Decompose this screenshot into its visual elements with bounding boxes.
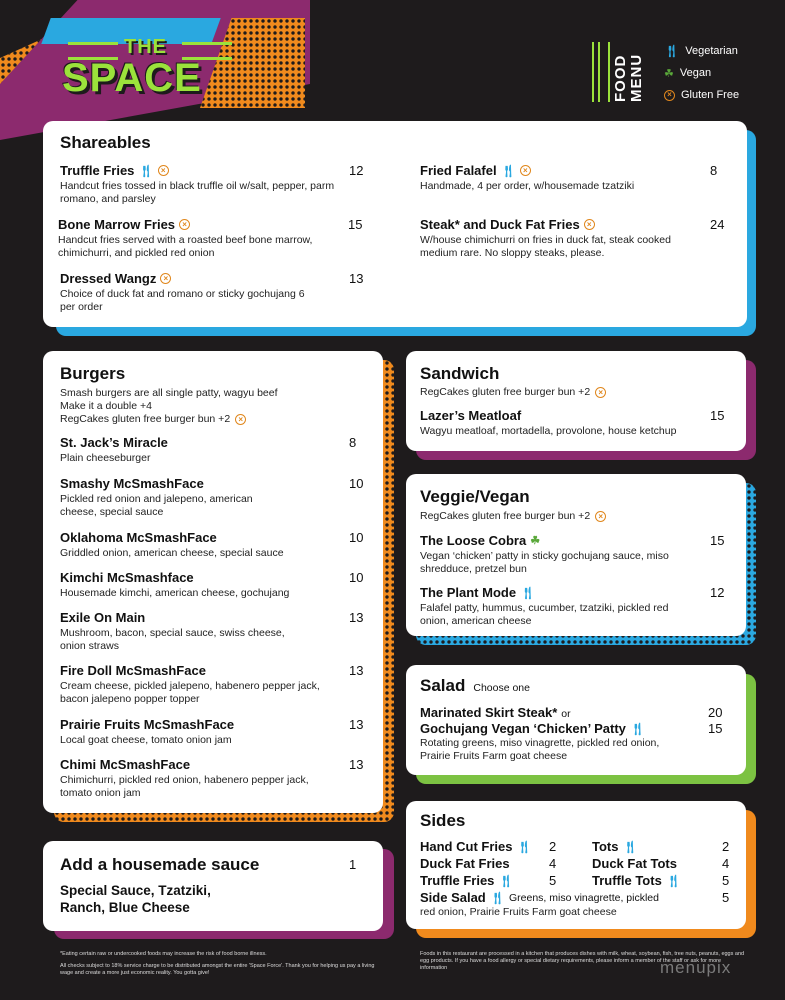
vegetarian-icon: 🍴︎: [138, 163, 154, 178]
sandwich-item-lazers-meatloaf: [420, 408, 710, 438]
price: 13: [349, 271, 364, 286]
vegetarian-icon: 🍴︎: [516, 839, 532, 854]
sandwich-card: [406, 351, 746, 451]
item-name: Hand Cut Fries: [420, 839, 513, 854]
salad-option-chicken: [420, 721, 645, 736]
item-name: Truffle Fries: [420, 873, 495, 888]
salad-header: [420, 676, 530, 696]
price: 15: [348, 217, 363, 232]
shareables-item-steak-duck-fat-fries: [420, 217, 695, 260]
footer-raw-food-warning: *Eating certain raw or undercooked foods may increase the risk of food borne illness.: [60, 951, 267, 957]
item-desc: Pickled red onion and jalepeno, american cheese, special sauce: [60, 493, 253, 518]
price: 10: [349, 476, 364, 491]
item-desc: Mushroom, bacon, special sauce, swiss cheese, onion straws: [60, 627, 285, 652]
burgers-note-gf-bun: [60, 413, 246, 426]
salad-choose: Choose one: [473, 682, 530, 694]
price: 12: [710, 585, 725, 600]
salad-desc: Rotating greens, miso vinagrette, pickled red onion, Prairie Fruits Farm goat cheese: [420, 737, 660, 762]
menupix-watermark: menupix: [660, 958, 732, 977]
item-desc: Greens, miso vinagrette, pickled: [508, 891, 659, 904]
item-name: Gochujang Vegan ‘Chicken’ Patty: [420, 721, 626, 736]
burger-item-fire-doll: [60, 663, 340, 706]
item-desc: Chimichurri, pickled red onion, habenero pepper jack, tomato onion jam: [60, 774, 309, 799]
price: 24: [710, 217, 725, 232]
price: 2: [722, 839, 730, 854]
note-text: RegCakes gluten free burger bun +2: [60, 413, 231, 425]
note-text: RegCakes gluten free burger bun +2: [420, 386, 591, 398]
legend: [664, 40, 739, 106]
sauce-price: 1: [349, 857, 357, 872]
burger-item-st-jacks-miracle: [60, 435, 320, 465]
item-desc: Falafel patty, hummus, cucumber, tzatziki, pickled red onion, american cheese: [420, 602, 669, 627]
gluten-free-icon: ×: [664, 90, 675, 101]
burgers-card: [43, 351, 383, 813]
burger-item-prairie-fruits: [60, 717, 330, 747]
food-menu-bar-mid: [598, 42, 600, 102]
burgers-title: Burgers: [60, 364, 126, 383]
price: 4: [722, 856, 730, 871]
item-desc: Choice of duck fat and romano or sticky gochujang 6 per order: [60, 288, 305, 313]
salad-option-steak: [420, 705, 571, 720]
sides-tots: [592, 839, 638, 854]
legend-gluten-free-label: Gluten Free: [681, 89, 740, 101]
salad-price-steak: 20: [708, 705, 723, 720]
footer-service-charge: All checks subject to 18% service charge to be distributed amongst the entire 'Space Force'. Thank you for helping us pay a living wage and create a more just economic reality. You gotta give!: [60, 963, 375, 976]
legend-gluten-free: [664, 84, 739, 106]
sides-duck-fat-fries: [420, 856, 510, 871]
sides-hand-cut-fries: [420, 839, 532, 854]
price: 15: [710, 408, 725, 423]
note-text: RegCakes gluten free burger bun +2: [420, 510, 591, 522]
burger-item-exile-on-main: [60, 610, 310, 653]
price: 5: [549, 873, 557, 888]
item-name: Oklahoma McSmashFace: [60, 530, 217, 545]
item-name: Fried Falafel: [420, 163, 497, 178]
burger-item-smashy: [60, 476, 285, 519]
logo-space: SPACE: [62, 56, 202, 100]
vegetarian-icon: 🍴︎: [665, 873, 682, 888]
menu-label: MENU: [628, 53, 645, 102]
item-desc: Local goat cheese, tomato onion jam: [60, 734, 232, 746]
price: 5: [722, 890, 730, 905]
item-desc: Handcut fries tossed in black truffle oil w/salt, pepper, parm romano, and parsley: [60, 180, 335, 205]
salad-price-chicken: 15: [708, 721, 723, 736]
vegetarian-icon: 🍴︎: [622, 839, 638, 854]
price: 8: [710, 163, 718, 178]
price: 13: [349, 610, 364, 625]
sides-truffle-tots: [592, 873, 681, 888]
item-name: Exile On Main: [60, 610, 146, 625]
vegetarian-icon: 🍴︎: [489, 890, 505, 905]
item-name: The Loose Cobra: [420, 533, 527, 548]
item-desc: Vegan ‘chicken’ patty in sticky gochujang sauce, miso shredduce, pretzel bun: [420, 550, 669, 575]
food-label: FOOD: [612, 54, 629, 102]
item-name: Prairie Fruits McSmashFace: [60, 717, 235, 732]
shareables-item-bone-marrow-fries: [58, 217, 340, 260]
item-desc: Wagyu meatloaf, mortadella, provolone, house ketchup: [420, 425, 677, 437]
sandwich-title: Sandwich: [420, 364, 500, 383]
logo: [62, 36, 262, 116]
item-name: Bone Marrow Fries: [58, 217, 176, 232]
price: 15: [710, 533, 725, 548]
burger-item-oklahoma: [60, 530, 330, 560]
item-name: Marinated Skirt Steak*: [420, 705, 558, 720]
vegan-leaf-icon: ☘: [664, 67, 674, 80]
item-name: Truffle Fries: [60, 163, 135, 178]
item-name: Dressed Wangz: [60, 271, 157, 286]
item-desc: Handmade, 4 per order, w/housemade tzatziki: [420, 180, 635, 192]
burger-item-chimi: [60, 757, 335, 800]
sides-duck-fat-tots: [592, 856, 677, 871]
burger-item-kimchi: [60, 570, 330, 600]
price: 4: [549, 856, 557, 871]
burgers-note-double: Make it a double +4: [60, 400, 152, 412]
gluten-free-icon: ×: [158, 165, 169, 176]
price: 10: [349, 530, 364, 545]
veggie-item-loose-cobra: [420, 533, 700, 576]
vegetarian-icon: 🍴︎: [629, 721, 646, 736]
sides-truffle-fries: [420, 873, 514, 888]
veggie-title: Veggie/Vegan: [420, 487, 530, 506]
sides-card: [406, 801, 746, 929]
vegan-leaf-icon: ☘: [530, 535, 541, 547]
shareables-item-truffle-fries: [60, 163, 340, 206]
sides-side-salad-desc2: red onion, Prairie Fruits Farm goat cheese: [420, 906, 617, 918]
item-name: Tots: [592, 839, 619, 854]
item-desc: Plain cheeseburger: [60, 452, 151, 464]
item-name: Chimi McSmashFace: [60, 757, 191, 772]
price: 8: [349, 435, 357, 450]
burgers-note-single-patty: Smash burgers are all single patty, wagyu beef: [60, 387, 278, 399]
vegetarian-icon: 🍴︎: [500, 163, 516, 178]
footer-allergy-notice: Foods in this restaurant are processed in a kitchen that produces dishes with milk, wheat, soybean, fish, tree nuts, peanuts, eggs and egg products. If you have a food allergy or special dietary requirements, please inform a member of the staff or ask for more information: [420, 951, 745, 971]
sauce-title: Add a housemade sauce: [60, 855, 260, 874]
shareables-item-dressed-wangz: [60, 271, 340, 314]
gluten-free-icon: ×: [179, 219, 190, 230]
price: 13: [349, 717, 364, 732]
salad-title: Salad: [420, 676, 466, 695]
price: 13: [349, 663, 364, 678]
price: 10: [349, 570, 364, 585]
legend-vegetarian-label: Vegetarian: [685, 45, 738, 57]
item-name: Steak* and Duck Fat Fries: [420, 217, 580, 232]
shareables-title: Shareables: [60, 133, 151, 152]
gluten-free-icon: ×: [160, 273, 171, 284]
item-desc: W/house chimichurri on fries in duck fat, steak cooked medium rare. No sloppy steaks, please.: [420, 234, 671, 259]
gluten-free-icon: ×: [595, 511, 606, 522]
salad-card: [406, 665, 746, 775]
item-name: The Plant Mode: [420, 585, 517, 600]
sandwich-note: [420, 386, 606, 399]
salad-or: or: [561, 708, 571, 720]
gluten-free-icon: ×: [595, 387, 606, 398]
item-name: Duck Fat Tots: [592, 856, 677, 871]
legend-vegan-label: Vegan: [679, 67, 712, 79]
item-name: Duck Fat Fries: [420, 856, 510, 871]
sides-title: Sides: [420, 811, 466, 830]
price: 13: [349, 757, 364, 772]
legend-vegetarian: [664, 40, 739, 62]
vegetarian-icon: 🍴︎: [520, 585, 536, 600]
item-desc: Cream cheese, pickled jalepeno, habenero pepper jack, bacon jalepeno popper topper: [60, 680, 320, 705]
price: 5: [722, 873, 730, 888]
sauce-list-line1: Special Sauce, Tzatziki,: [60, 883, 211, 898]
item-name: Kimchi McSmashface: [60, 570, 194, 585]
item-name: Lazer’s Meatloaf: [420, 408, 522, 423]
logo-the: THE: [124, 36, 167, 58]
gluten-free-icon: ×: [584, 219, 595, 230]
sides-side-salad: [420, 890, 659, 905]
food-menu-bars: [592, 42, 610, 102]
item-name: Smashy McSmashFace: [60, 476, 204, 491]
gluten-free-icon: ×: [520, 165, 531, 176]
food-menu-label: [613, 40, 644, 102]
shareables-item-fried-falafel: [420, 163, 700, 193]
veggie-item-plant-mode: [420, 585, 690, 628]
item-name: Truffle Tots: [592, 873, 662, 888]
item-name: Side Salad: [420, 890, 486, 905]
vegetarian-icon: 🍴︎: [664, 44, 680, 58]
item-name: Fire Doll McSmashFace: [60, 663, 206, 678]
sauce-list-line2: Ranch, Blue Cheese: [60, 900, 190, 915]
item-name: St. Jack’s Miracle: [60, 435, 168, 450]
price: 12: [349, 163, 364, 178]
legend-vegan: [664, 62, 739, 84]
sauce-card: [43, 841, 383, 931]
item-desc: Handcut fries served with a roasted beef bone marrow, chimichurri, and pickled red onion: [58, 234, 313, 259]
item-desc: Griddled onion, american cheese, special sauce: [60, 547, 284, 559]
price: 2: [549, 839, 557, 854]
vegetarian-icon: 🍴︎: [498, 873, 514, 888]
gluten-free-icon: ×: [235, 414, 246, 425]
shareables-card: [43, 121, 747, 327]
item-desc: Housemade kimchi, american cheese, gochujang: [60, 587, 290, 599]
veggie-card: [406, 474, 746, 636]
veggie-note: [420, 510, 606, 523]
